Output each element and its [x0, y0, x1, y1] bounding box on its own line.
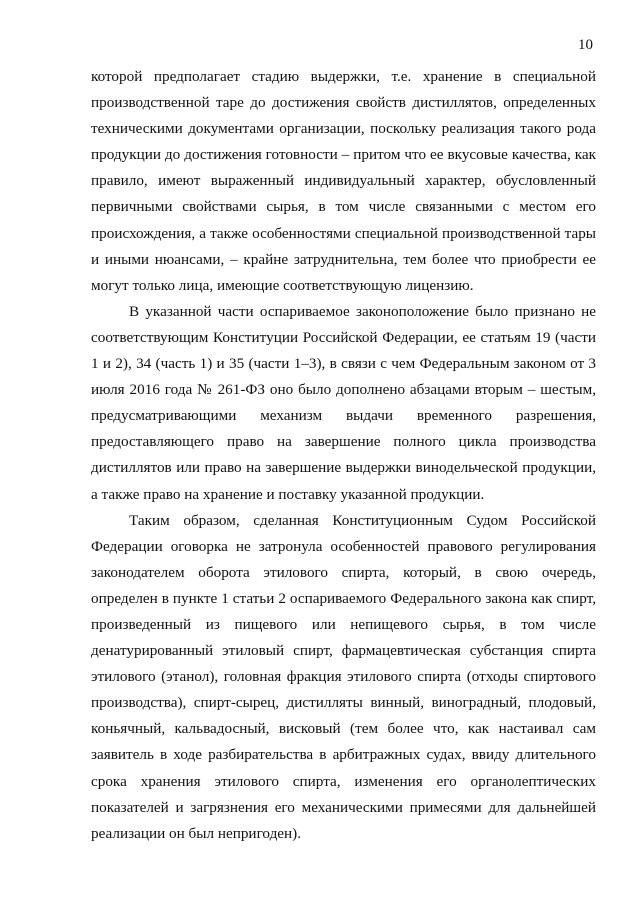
paragraph-ethyl-alcohol-regulation: Таким образом, сделанная Конституционным Судом Российской Федерации оговорка не затронула особенностей правового регулирования законодателем оборота этилового спирта, который, в свою очередь, определен в пункте 1 статьи 2 оспариваемого Федерального закона как спирт, произведенный из пищевого или непищевого сырья, в том числе денатурированный этиловый спирт, фармацевтическая субстанция спирта этилового (этанол), головная фракция этилового спирта (отходы спиртового производства), спирт-сырец, дистилляты винный, виноградный, плодовый, коньячный, кальвадосный, висковый (тем более что, как настаивал сам заявитель в ходе разбирательства в арбитражных судах, ввиду длительного срока хранения этилового спирта, изменения его органолептических показателей и загрязнения его механическими примесями для дальнейшей реализации он был непригоден). — [91, 511, 596, 842]
document-body — [91, 64, 596, 847]
paragraph-continuation: которой предполагает стадию выдержки, т.е. хранение в специальной производственной таре до достижения свойств дистиллятов, определенных техническими документами организации, поскольку реализация такого рода продукции до достижения готовности – притом что ее вкусовые качества, как правило, имеют выраженный индивидуальный характер, обусловленный первичными свойствами сырья, в том числе связанными с местом его происхождения, а также особенностями специальной производственной тары и иными нюансами, – крайне затруднительна, тем более что приобрести ее могут только лица, имеющие соответствующую лицензию. — [91, 68, 596, 294]
paragraph-constitutional-ruling: В указанной части оспариваемое законоположение было признано не соответствующим Конституции Российской Федерации, ее статьям 19 (части 1 и 2), 34 (часть 1) и 35 (части 1–3), в связи с чем Федеральным законом от 3 июля 2016 года № 261-ФЗ оно было дополнено абзацами вторым – шестым, предусматривающими механизм выдачи временного разрешения, предоставляющего право на завершение полного цикла производства дистиллятов или право на завершение выдержки винодельческой продукции, а также право на хранение и поставку указанной продукции. — [91, 302, 596, 503]
page-number: 10 — [578, 37, 593, 53]
